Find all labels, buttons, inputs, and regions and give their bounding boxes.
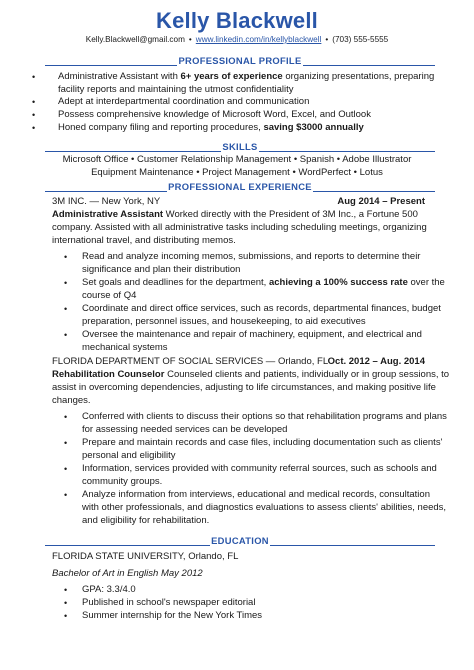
- job-1-bullet-3: Coordinate and direct office services, such as records, departmental finances, budget: [82, 303, 441, 314]
- profile-bullet-3: Possess comprehensive knowledge of Microsoft Word, Excel, and Outlook: [58, 109, 371, 120]
- skills-line-1: Microsoft Office • Customer Relationship Management • Spanish • Adobe Illustrator: [62, 154, 412, 165]
- phone: (703) 555-5555: [332, 35, 389, 44]
- job-1-bullet-3-cont: preparation, personnel issues, and housekeeping, to aid executives: [82, 316, 366, 327]
- bullet: •: [64, 611, 68, 621]
- job-2-bullet-2: Prepare and maintain records and case files, including documentation such as clients': [82, 437, 443, 448]
- bullet: •: [64, 278, 68, 288]
- job-2-bullet-4: Analyze information from interviews, educational and medical records, consultation: [82, 489, 430, 500]
- section-heading-experience: [45, 181, 435, 193]
- section-heading-education: [45, 535, 435, 547]
- section-title: PROFESSIONAL PROFILE: [178, 55, 302, 66]
- profile-bullet-4: Honed company filing and reporting procedures, saving $3000 annually: [58, 122, 364, 133]
- bullet: •: [64, 585, 68, 595]
- bullet: •: [32, 123, 36, 133]
- job-1-bullet-4-cont: mechanical systems: [82, 342, 168, 353]
- email[interactable]: Kelly.Blackwell@gmail.com: [85, 35, 185, 44]
- job-2-summary-cont: assist in overcoming dependencies, adjusting to life circumstances, and making positive life: [52, 382, 436, 393]
- job-1-title: Administrative Assistant: [52, 209, 164, 220]
- job-2-bullet-4-cont: with other professionals, and diagnostics evaluations to assess clients' abilities, needs,: [82, 502, 447, 513]
- section-title: PROFESSIONAL EXPERIENCE: [168, 181, 312, 192]
- bullet: •: [64, 464, 68, 474]
- separator: •: [188, 35, 192, 44]
- degree: Bachelor of Art in English May 2012: [52, 568, 203, 579]
- job-1-bullet-2: Set goals and deadlines for the department, achieving a 100% success rate over the: [82, 277, 445, 288]
- linkedin-link[interactable]: www.linkedin.com/in/kellyblackwell: [195, 35, 322, 44]
- bullet: •: [32, 110, 36, 120]
- job-1-bullet-4: Oversee the maintenance and repair of machinery, equipment, and electrical and: [82, 329, 422, 340]
- section-heading-skills: [45, 141, 435, 153]
- bullet: •: [32, 72, 36, 82]
- job-1-bullet-1-cont: significance and plan their distribution: [82, 264, 241, 275]
- job-1-bullet-2-cont: course of Q4: [82, 290, 137, 301]
- candidate-name: Kelly Blackwell: [156, 8, 318, 33]
- separator: •: [325, 35, 329, 44]
- job-2-title: Rehabilitation Counselor: [52, 369, 165, 380]
- job-1-summary-cont: international travel, and distributing memos.: [52, 235, 236, 246]
- section-heading-profile: [45, 55, 435, 67]
- job-2-bullet-3: Information, services provided with community referral sources, such as schools and: [82, 463, 437, 474]
- bullet: •: [64, 412, 68, 422]
- contact-line: [0, 35, 474, 44]
- bullet: •: [32, 97, 36, 107]
- bullet: •: [64, 252, 68, 262]
- job-2-bullet-1-cont: for assessing needed services can be developed: [82, 424, 288, 435]
- education-bullet-1: GPA: 3.3/4.0: [82, 584, 136, 595]
- job-1-summary-cont: company. Assisted with all administrative tasks including scheduling meetings, organizing: [52, 222, 427, 233]
- job-2-summary-cont: changes.: [52, 395, 91, 406]
- skills-line-2: Equipment Maintenance • Project Management • WordPerfect • Lotus: [91, 167, 383, 178]
- bullet: •: [64, 490, 68, 500]
- bullet: •: [64, 598, 68, 608]
- job-1-dates: Aug 2014 – Present: [337, 196, 425, 207]
- bullet: •: [64, 438, 68, 448]
- section-title: SKILLS: [222, 141, 258, 152]
- job-1-bullet-1: Read and analyze incoming memos, submissions, and reports to determine their: [82, 251, 421, 262]
- job-1-company: 3M INC. — New York, NY: [52, 196, 161, 207]
- education-bullet-3: Summer internship for the New York Times: [82, 610, 263, 621]
- job-1-summary: Administrative Assistant Worked directly with the President of 3M Inc., a Fortune 500: [52, 209, 418, 220]
- profile-bullet-1-cont: facility reports and maintaining the utmost confidentiality: [58, 84, 294, 95]
- job-2-company: FLORIDA DEPARTMENT OF SOCIAL SERVICES — Orlando, FL: [52, 356, 329, 367]
- job-2-dates: Oct. 2012 – Aug. 2014: [327, 356, 425, 367]
- section-title: EDUCATION: [211, 535, 269, 546]
- bullet: •: [64, 330, 68, 340]
- job-2-bullet-3-cont: community groups.: [82, 476, 163, 487]
- job-2-bullet-1: Conferred with clients to discuss their options so that rehabilitation programs and plans: [82, 411, 447, 422]
- profile-bullet-2: Adept at interdepartmental coordination and communication: [58, 96, 310, 107]
- job-2-summary: Rehabilitation Counselor Counseled clients and patients, individually or in group sessions, to: [52, 369, 450, 380]
- education-bullet-2: Published in school's newspaper editorial: [82, 597, 256, 608]
- school: FLORIDA STATE UNIVERSITY, Orlando, FL: [52, 551, 239, 562]
- job-2-bullet-4-cont: and eligibility for rehabilitation.: [82, 515, 210, 526]
- profile-bullet-1: Administrative Assistant with 6+ years of experience organizing presentations, preparing: [58, 71, 435, 82]
- job-2-bullet-2-cont: personal and eligibility: [82, 450, 176, 461]
- bullet: •: [64, 304, 68, 314]
